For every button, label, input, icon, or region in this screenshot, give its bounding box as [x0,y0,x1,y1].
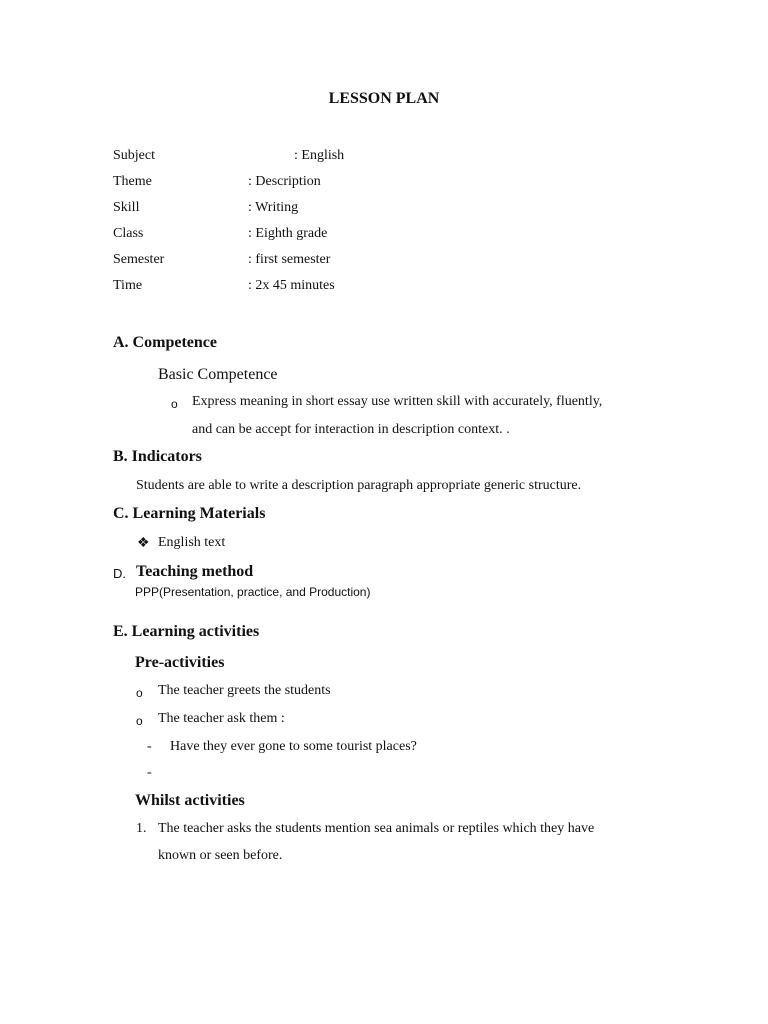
section-d-letter: D. [113,566,126,581]
dash-bullet: - [147,739,152,754]
diamond-bullet-icon: ❖ [137,536,150,551]
pre-activities-heading: Pre-activities [135,654,225,671]
whilst-activities-heading: Whilst activities [135,792,245,809]
empty-dash-bullet: - [147,765,152,780]
competence-line-2: and can be accept for interaction in description context. . [192,422,510,437]
info-label-subject: Subject [113,148,155,163]
info-label-skill: Skill [113,200,140,215]
info-value-class: : Eighth grade [248,226,328,241]
info-value-skill: : Writing [248,200,299,215]
section-c-heading: C. Learning Materials [113,505,266,522]
pre-activity-item-1: The teacher greets the students [158,683,331,698]
section-a-heading: A. Competence [113,334,217,351]
bullet-icon: o [136,714,143,728]
section-b-heading: B. Indicators [113,448,202,465]
info-value-theme: : Description [248,174,321,189]
section-e-heading: E. Learning activities [113,623,260,640]
info-value-subject: : English [294,148,345,163]
info-label-class: Class [113,226,144,241]
bullet-icon: o [171,397,178,411]
info-label-semester: Semester [113,252,165,267]
whilst-item-line-2: known or seen before. [158,848,283,863]
indicators-text: Students are able to write a description paragraph appropriate generic structure. [136,478,582,493]
method-text: PPP(Presentation, practice, and Production) [135,585,371,599]
basic-competence-subheading: Basic Competence [158,366,278,383]
competence-line-1: Express meaning in short essay use written skill with accurately, fluently, [192,394,603,409]
materials-item: English text [158,535,226,550]
info-value-semester: : first semester [248,252,331,267]
info-value-time: : 2x 45 minutes [248,278,335,293]
whilst-item-line-1: The teacher asks the students mention sea animals or reptiles which they have [158,821,595,836]
bullet-icon: o [136,686,143,700]
info-label-time: Time [113,278,143,293]
whilst-item-number: 1. [136,821,147,836]
page-title: LESSON PLAN [328,90,440,107]
pre-activity-sub-item: Have they ever gone to some tourist places? [170,739,417,754]
info-label-theme: Theme [113,174,152,189]
pre-activity-item-2: The teacher ask them : [158,711,285,726]
section-d-heading: Teaching method [136,563,254,580]
